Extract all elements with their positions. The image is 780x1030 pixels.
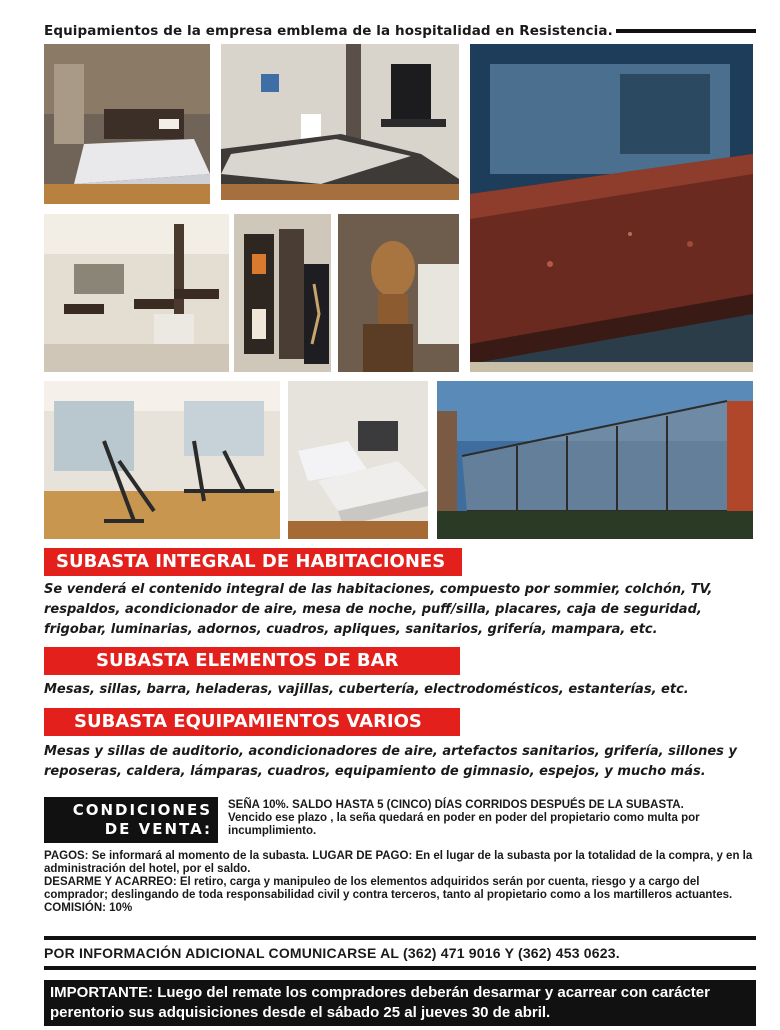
commission-info: COMISIÓN: 10%	[44, 902, 133, 914]
photo-gym	[44, 381, 280, 539]
conditions-expiry: Vencido ese plazo , la seña quedará en poder en poder del propietario como multa por incumplimiento.	[228, 812, 700, 837]
misc-description: Mesas y sillas de auditorio, acondicionadores de aire, artefactos sanitarios, grifería, sillones y reposeras, caldera, lámparas, cuadros, equipamiento de gimnasio, espejos, y mucho más.	[44, 744, 737, 779]
photo-hotel-room-bed	[44, 44, 210, 204]
divider-top	[44, 936, 756, 940]
payments-info: PAGOS: Se informará al momento de la subasta. LUGAR DE PAGO: En el lugar de la subasta por la totalidad de la compra, y en la administración del hotel, por el saldo.	[44, 850, 753, 875]
conditions-label-line2: DE VENTA:	[104, 820, 212, 838]
banner-bar-auction: SUBASTA ELEMENTOS DE BAR	[44, 647, 460, 675]
dismantle-info: DESARME Y ACARREO: El retiro, carga y manipuleo de los elementos adquiridos serán por cuenta, riesgo y a cargo del comprador; deslingando de toda responsabilidad civil y contra terceros, tanto al propietario como a los martilleros actuantes.	[44, 876, 733, 901]
banner-rooms-auction: SUBASTA INTEGRAL DE HABITACIONES	[44, 548, 462, 576]
header-rule	[616, 29, 756, 33]
rooms-description: Se venderá el contenido integral de las habitaciones, compuesto por sommier, colchón, TV, respaldos, acondicionador de aire, mesa de noche, puff/silla, placares, caja de seguridad, frigobar, luminarias, adornos, cuadros, apliques, sanitarios, grifería, mampara, etc.	[44, 582, 713, 637]
photo-granite-counter	[470, 44, 753, 372]
banner-misc-auction: SUBASTA EQUIPAMIENTOS VARIOS	[44, 708, 460, 736]
conditions-label-line1: CONDICIONES	[72, 801, 212, 819]
photo-bedroom-tv	[221, 44, 459, 200]
contact-info: POR INFORMACIÓN ADICIONAL COMUNICARSE AL (362) 471 9016 Y (362) 453 0623.	[44, 945, 620, 961]
photo-dining-room	[44, 214, 229, 372]
payment-terms	[44, 850, 760, 915]
photo-artworks	[234, 214, 331, 372]
conditions-label	[44, 797, 218, 843]
photo-glass-structure	[437, 381, 753, 539]
page-header	[44, 20, 756, 42]
conditions-deposit: SEÑA 10%. SALDO HASTA 5 (CINCO) DÍAS CORRIDOS DESPUÉS DE LA SUBASTA.	[228, 799, 684, 811]
conditions-text	[228, 799, 758, 838]
important-notice: IMPORTANTE: Luego del remate los compradores deberán desarmar y acarrear con carácter perentorio sus adquisiciones desde el sábado 25 al jueves 30 de abril.	[44, 980, 756, 1026]
photo-bust-sculpture	[338, 214, 459, 372]
divider-bottom	[44, 966, 756, 970]
photo-twin-beds	[288, 381, 428, 539]
page-title: Equipamientos de la empresa emblema de la hospitalidad en Resistencia.	[44, 23, 613, 39]
bar-description: Mesas, sillas, barra, heladeras, vajillas, cubertería, electrodomésticos, estanterías, etc.	[44, 682, 689, 697]
